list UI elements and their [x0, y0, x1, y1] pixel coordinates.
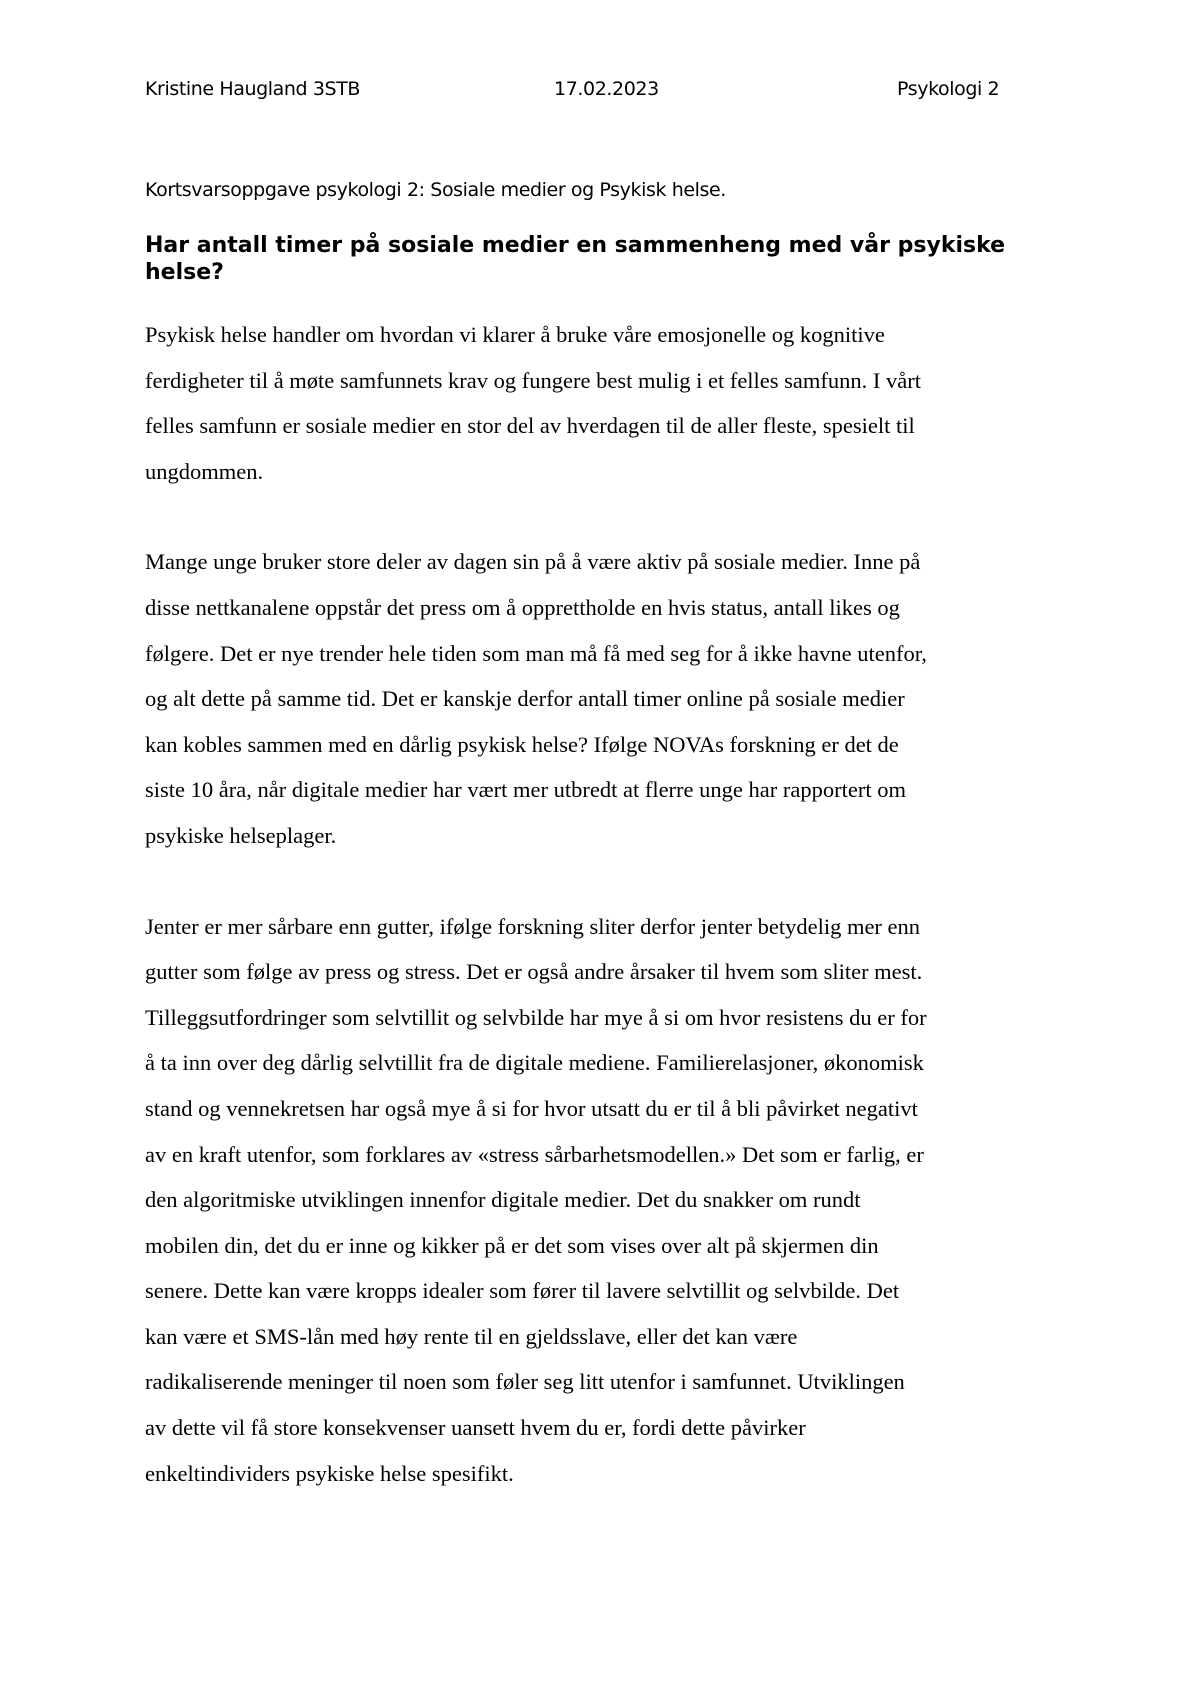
paragraph-line: og alt dette på samme tid. Det er kanskje derfor antall timer online på sosiale medier [145, 686, 905, 712]
paragraph-line: kan kobles sammen med en dårlig psykisk helse? Ifølge NOVAs forskning er det de [145, 731, 899, 757]
paragraph-line: stand og vennekretsen har også mye å si for hvor utsatt du er til å bli påvirket negativt [145, 1095, 918, 1121]
paragraph-line: ungdommen. [145, 458, 264, 484]
paragraph-line: følgere. Det er nye trender hele tiden som man må få med seg for å ikke havne utenfor, [145, 640, 927, 666]
body-text [145, 312, 1075, 1541]
paragraph-line: ferdigheter til å møte samfunnets krav og fungere best mulig i et felles samfunn. I vårt [145, 367, 922, 393]
paragraph-line: kan være et SMS-lån med høy rente til en gjeldsslave, eller det kan være [145, 1323, 798, 1349]
page-header [145, 74, 1005, 104]
document-title: Kortsvarsoppgave psykologi 2: Sosiale medier og Psykisk helse. [145, 179, 726, 201]
paragraph-2 [145, 539, 1075, 858]
paragraph-line: felles samfunn er sosiale medier en stor del av hverdagen til de aller fleste, spesielt til [145, 413, 915, 439]
paragraph-line: senere. Dette kan være kropps idealer som fører til lavere selvtillit og selvbilde. Det [145, 1278, 900, 1304]
header-subject: Psykologi 2 [897, 78, 1000, 100]
paragraph-line: Mange unge bruker store deler av dagen sin på å være aktiv på sosiale medier. Inne på [145, 549, 921, 575]
paragraph-line: den algoritmiske utviklingen innenfor digitale medier. Det du snakker om rundt [145, 1187, 861, 1213]
paragraph-line: å ta inn over deg dårlig selvtillit fra de digitale mediene. Familierelasjoner, økonomisk [145, 1050, 924, 1076]
paragraph-line: disse nettkanalene oppstår det press om å opprettholde en hvis status, antall likes og [145, 594, 900, 620]
paragraph-line: radikaliserende meninger til noen som føler seg litt utenfor i samfunnet. Utviklingen [145, 1369, 905, 1395]
header-author: Kristine Haugland 3STB [145, 78, 361, 100]
header-date: 17.02.2023 [554, 78, 659, 100]
paragraph-1 [145, 312, 1075, 494]
paragraph-line: siste 10 åra, når digitale medier har vært mer utbredt at flerre unge har rapportert om [145, 777, 906, 803]
paragraph-line: av en kraft utenfor, som forklares av «stress sårbarhetsmodellen.» Det som er farlig, er [145, 1141, 924, 1167]
paragraph-line: psykiske helseplager. [145, 822, 337, 848]
paragraph-3 [145, 904, 1075, 1497]
paragraph-line: mobilen din, det du er inne og kikker på er det som vises over alt på skjermen din [145, 1232, 879, 1258]
paragraph-line: av dette vil få store konsekvenser uansett hvem du er, fordi dette påvirker [145, 1415, 806, 1441]
paragraph-line: Jenter er mer sårbare enn gutter, ifølge forskning sliter derfor jenter betydelig mer enn [145, 913, 921, 939]
paragraph-line: Tilleggsutfordringer som selvtillit og selvbilde har mye å si om hvor resistens du er for [145, 1004, 927, 1030]
paragraph-line: Psykisk helse handler om hvordan vi klarer å bruke våre emosjonelle og kognitive [145, 322, 885, 347]
paragraph-line: enkeltindividers psykiske helse spesifikt. [145, 1460, 514, 1486]
question-heading: Har antall timer på sosiale medier en sammenheng med vår psykiske helse? [145, 233, 1006, 285]
paragraph-line: gutter som følge av press og stress. Det er også andre årsaker til hvem som sliter mest. [145, 959, 923, 985]
